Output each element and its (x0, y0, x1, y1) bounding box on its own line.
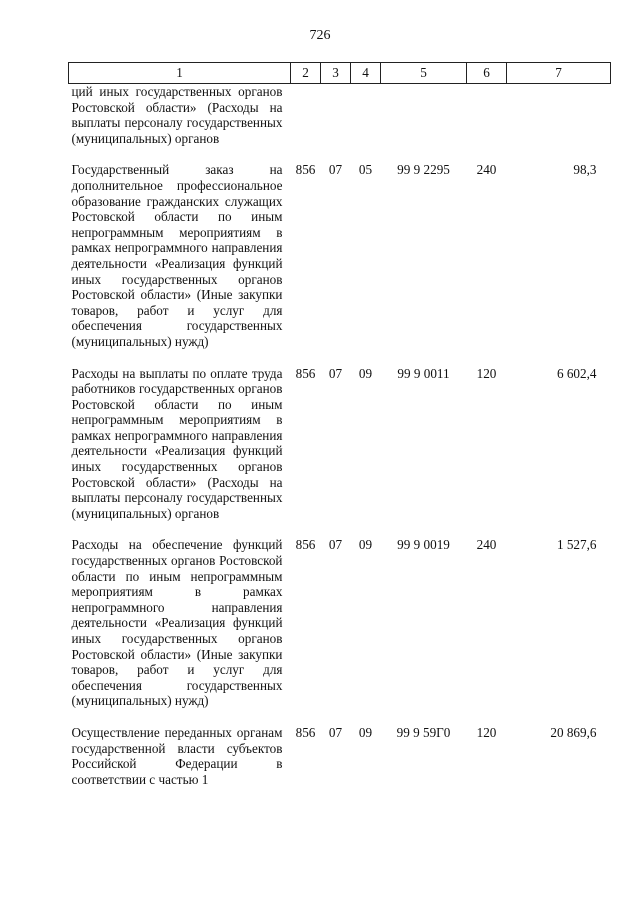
row-subsection: 09 (358, 365, 373, 381)
table-row (69, 709, 611, 787)
row-amount: 1 527,6 (556, 537, 597, 553)
row-admin-code: 856 (295, 162, 316, 178)
table-row (69, 146, 611, 349)
row-subsection: 09 (358, 724, 373, 740)
row-subsection: 09 (358, 537, 373, 553)
table-row (69, 350, 611, 522)
row-target-code: 99 9 2295 (397, 162, 450, 178)
row-admin-code: 856 (295, 537, 316, 553)
table-row (69, 84, 611, 147)
row-section (321, 84, 351, 147)
row-subsection (351, 84, 381, 147)
row-subsection: 05 (358, 162, 373, 178)
row-description: Расходы на выплаты по оплате труда работников государственных органов Ростовской области по иным непрограммным мероприятиям в рамках непрограммного направления деятельности «Реализация функций иных государственных органов Ростовской области» (Расходы на выплаты персоналу государственных (муниципальных) органов (71, 365, 283, 521)
row-description: Расходы на обеспечение функций государственных органов Ростовской области по иным непрограммным мероприятиям в рамках непрограммного направления деятельности «Реализация функций иных государственных органов Ростовской области» (Иные закупки товаров, работ и услуг для обеспечения государственных (муниципальных) нужд) (71, 537, 283, 709)
table-header (69, 63, 611, 84)
row-admin-code: 856 (295, 724, 316, 740)
row-expense-type: 120 (476, 365, 497, 381)
column-header-7: 7 (507, 63, 611, 84)
row-target-code: 99 9 59Г0 (396, 724, 451, 740)
row-expense-type: 240 (476, 162, 497, 178)
row-expense-type: 120 (476, 724, 497, 740)
row-section: 07 (328, 724, 343, 740)
column-header-5: 5 (381, 63, 467, 84)
budget-table (68, 62, 611, 787)
row-target-code: 99 9 0019 (397, 537, 450, 553)
row-description: ций иных государственных органов Ростовской области» (Расходы на выплаты персоналу государственных (муниципальных) органов (71, 84, 283, 146)
row-section: 07 (328, 537, 343, 553)
row-expense-type (467, 84, 507, 147)
row-section: 07 (328, 162, 343, 178)
row-description: Осуществление переданных органам государственной власти субъектов Российской Федерации в соответствии с частью 1 (71, 724, 283, 787)
column-header-1: 1 (69, 63, 291, 84)
row-section: 07 (328, 365, 343, 381)
column-header-6: 6 (467, 63, 507, 84)
row-amount (507, 84, 611, 147)
column-header-4: 4 (351, 63, 381, 84)
row-admin-code: 856 (295, 365, 316, 381)
row-admin-code (291, 84, 321, 147)
page-number: 726 (309, 28, 331, 43)
column-header-3: 3 (321, 63, 351, 84)
row-expense-type: 240 (476, 537, 497, 553)
column-header-2: 2 (291, 63, 321, 84)
row-amount: 98,3 (573, 162, 597, 178)
row-target-code (381, 84, 467, 147)
row-target-code: 99 9 0011 (397, 365, 450, 381)
row-amount: 20 869,6 (550, 724, 597, 740)
row-description: Государственный заказ на дополнительное профессиональное образование гражданских служащих Ростовской области по иным непрограммным мероприятиям в рамках непрограммного направления деятельности «Реализация функций иных государственных органов Ростовской области» (Иные закупки товаров, работ и услуг для обеспечения государственных (муниципальных) нужд) (71, 162, 283, 349)
row-amount: 6 602,4 (556, 365, 597, 381)
table-row (69, 521, 611, 709)
